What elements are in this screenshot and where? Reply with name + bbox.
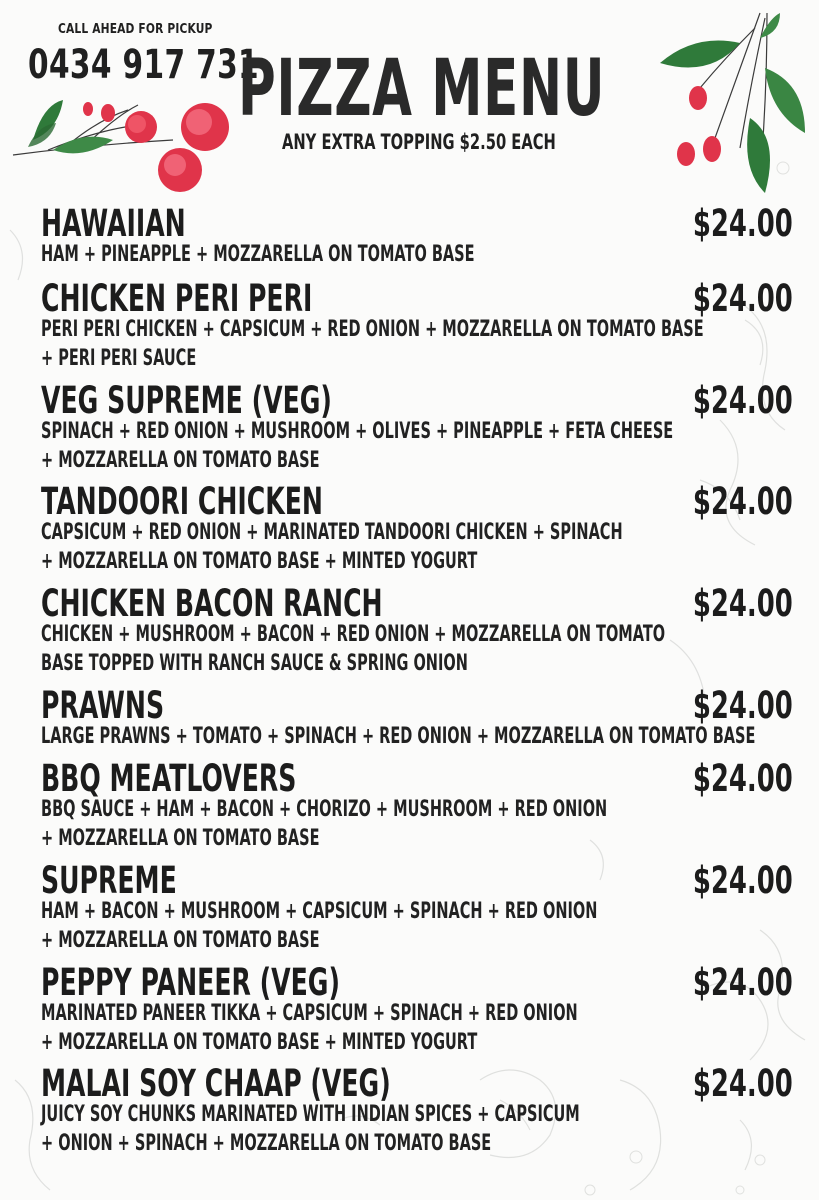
phone-number[interactable]: 0434 917 731 — [28, 42, 260, 88]
menu-item-description — [41, 518, 701, 576]
flower-decoration-left — [8, 85, 238, 205]
menu-item-description — [41, 240, 701, 269]
description-line: + MOZZARELLA ON TOMATO BASE + MINTED YOGURT — [41, 1030, 478, 1055]
menu-item-name: SUPREME — [41, 859, 177, 902]
menu-item-price: $24.00 — [693, 379, 793, 422]
description-line: + MOZZARELLA ON TOMATO BASE — [41, 826, 320, 851]
menu-item-description — [41, 417, 701, 475]
menu-item-description — [41, 897, 701, 955]
description-line: + MOZZARELLA ON TOMATO BASE + MINTED YOGURT — [41, 549, 478, 574]
description-line: CAPSICUM + RED ONION + MARINATED TANDOORI CHICKEN + SPINACH — [41, 520, 623, 545]
flower-decoration-right — [655, 8, 815, 198]
description-line: + ONION + SPINACH + MOZZARELLA ON TOMATO BASE — [41, 1131, 492, 1156]
description-line: CHICKEN + MUSHROOM + BACON + RED ONION + MOZZARELLA ON TOMATO — [41, 622, 666, 647]
call-ahead-label: CALL AHEAD FOR PICKUP — [58, 22, 213, 37]
menu-item-name: MALAI SOY CHAAP (VEG) — [41, 1062, 391, 1105]
menu-item-price: $24.00 — [693, 757, 793, 800]
menu-item-name: CHICKEN PERI PERI — [41, 277, 313, 320]
description-line: HAM + PINEAPPLE + MOZZARELLA ON TOMATO BASE — [41, 242, 475, 267]
description-line: SPINACH + RED ONION + MUSHROOM + OLIVES + PINEAPPLE + FETA CHEESE — [41, 419, 674, 444]
description-line: MARINATED PANEER TIKKA + CAPSICUM + SPINACH + RED ONION — [41, 1001, 578, 1026]
menu-item-description — [41, 722, 756, 751]
description-line: JUICY SOY CHUNKS MARINATED WITH INDIAN SPICES + CAPSICUM — [41, 1102, 580, 1127]
description-line: BASE TOPPED WITH RANCH SAUCE & SPRING ONION — [41, 651, 468, 676]
description-line: + PERI PERI SAUCE — [41, 346, 197, 371]
description-line: + MOZZARELLA ON TOMATO BASE — [41, 448, 320, 473]
menu-item-name: VEG SUPREME (VEG) — [41, 379, 332, 422]
description-line: + MOZZARELLA ON TOMATO BASE — [41, 928, 320, 953]
menu-item-price: $24.00 — [693, 684, 793, 727]
menu-item-name: TANDOORI CHICKEN — [41, 480, 323, 523]
description-line: PERI PERI CHICKEN + CAPSICUM + RED ONION + MOZZARELLA ON TOMATO BASE — [41, 317, 704, 342]
menu-item-price: $24.00 — [693, 859, 793, 902]
description-line: LARGE PRAWNS + TOMATO + SPINACH + RED ONION + MOZZARELLA ON TOMATO BASE — [41, 724, 756, 749]
menu-item-name: HAWAIIAN — [41, 202, 186, 245]
menu-item-description — [41, 315, 704, 373]
menu-item-name: CHICKEN BACON RANCH — [41, 582, 383, 625]
menu-item-price: $24.00 — [693, 1062, 793, 1105]
menu-item-name: PRAWNS — [41, 684, 165, 727]
description-line: BBQ SAUCE + HAM + BACON + CHORIZO + MUSHROOM + RED ONION — [41, 797, 608, 822]
menu-item-name: BBQ MEATLOVERS — [41, 757, 297, 800]
menu-item-price: $24.00 — [693, 277, 793, 320]
description-line: HAM + BACON + MUSHROOM + CAPSICUM + SPINACH + RED ONION — [41, 899, 598, 924]
menu-item-description — [41, 1100, 701, 1158]
menu-item-price: $24.00 — [693, 961, 793, 1004]
menu-item-description — [41, 999, 701, 1057]
menu-item-price: $24.00 — [693, 202, 793, 245]
menu-item-price: $24.00 — [693, 480, 793, 523]
menu-item-description — [41, 795, 701, 853]
menu-item-description — [41, 620, 701, 678]
menu-item-name: PEPPY PANEER (VEG) — [41, 961, 340, 1004]
menu-item-price: $24.00 — [693, 582, 793, 625]
page-title: PIZZA MENU — [238, 44, 606, 134]
extra-topping-note: ANY EXTRA TOPPING $2.50 EACH — [282, 130, 556, 154]
